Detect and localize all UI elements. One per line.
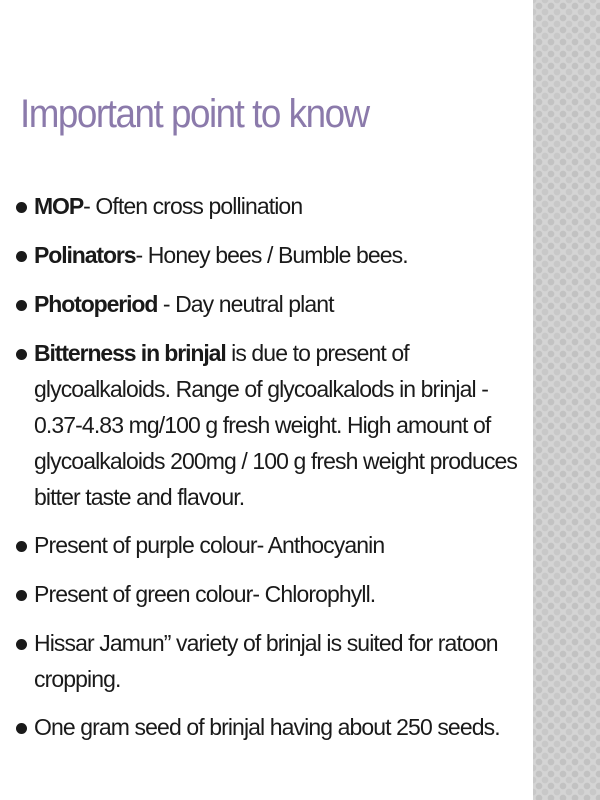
bullet-dot-icon: [16, 300, 27, 311]
bullet-dot-icon: [16, 723, 27, 734]
bullet-hissar-jamun: [14, 625, 529, 697]
bullet-text: Present of green colour- Chlorophyll.: [34, 581, 376, 607]
bullet-text: is due to present of glycoalkaloids. Range of glycoalkalods in brinjal - 0.37-4.83 mg/100 g fresh weight. High amount of glycoalkaloids 200mg / 100 g fresh weight produces bitter taste and flavour.: [34, 340, 518, 510]
bullet-pollinators: [14, 237, 529, 273]
bullet-seed-count: [14, 709, 529, 745]
bullet-photoperiod: [14, 286, 529, 322]
bullet-term: Bitterness in brinjal: [34, 340, 226, 366]
bullet-dot-icon: [16, 590, 27, 601]
bullet-green-colour: [14, 576, 529, 612]
bullet-term: Polinators: [34, 242, 136, 268]
bullet-text: - Often cross pollination: [83, 193, 303, 219]
bullet-list: [14, 188, 529, 758]
bullet-text: Present of purple colour- Anthocyanin: [34, 532, 385, 558]
bullet-text: One gram seed of brinjal having about 250 seeds.: [34, 714, 500, 740]
bullet-dot-icon: [16, 251, 27, 262]
bullet-dot-icon: [16, 349, 27, 360]
slide-title: Important point to know: [20, 92, 369, 136]
bullet-term: MOP: [34, 193, 84, 219]
bullet-dot-icon: [16, 541, 27, 552]
bullet-bitterness: [14, 335, 529, 515]
bullet-purple-colour: [14, 527, 529, 563]
bullet-text: - Honey bees / Bumble bees.: [135, 242, 408, 268]
bullet-text: - Day neutral plant: [157, 291, 334, 317]
bullet-term: Photoperiod: [34, 291, 158, 317]
bullet-dot-icon: [16, 639, 27, 650]
bullet-dot-icon: [16, 202, 27, 213]
decorative-side-panel: [533, 0, 600, 800]
bullet-text: Hissar Jamun” variety of brinjal is suited for ratoon cropping.: [34, 630, 498, 692]
bullet-mop: [14, 188, 529, 224]
